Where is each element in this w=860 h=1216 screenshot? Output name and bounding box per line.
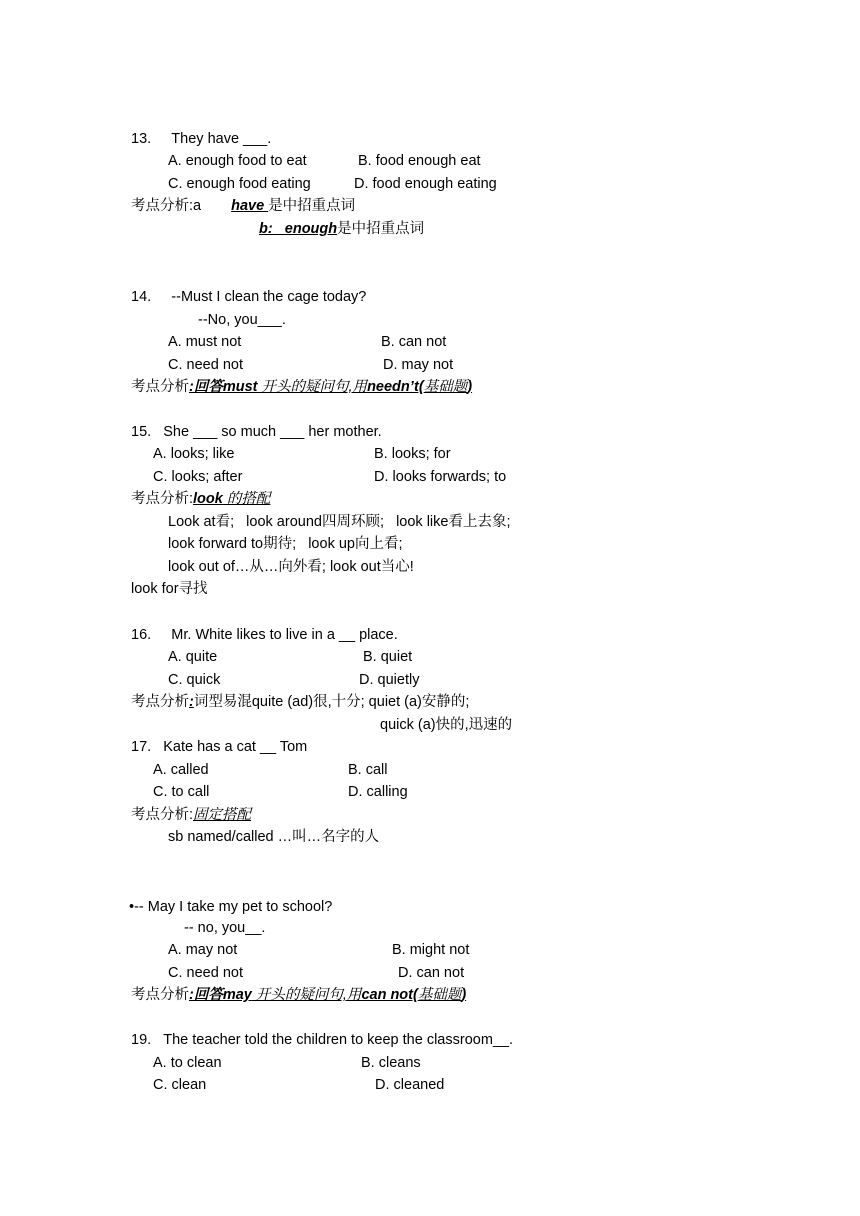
q13-option-d: D. food enough eating — [354, 176, 497, 192]
q17-option-d: D. calling — [348, 784, 408, 800]
q16-analysis — [131, 693, 469, 711]
analysis-keyword: b: enough — [259, 221, 338, 237]
analysis-text: 是中招重点词 — [268, 198, 356, 214]
q15-option-b: B. looks; for — [374, 446, 451, 462]
q16-option-b: B. quiet — [363, 649, 413, 665]
q14-option-d: D. may not — [383, 357, 454, 373]
analysis-label: 考点分析 — [131, 379, 189, 395]
q17-analysis — [131, 806, 251, 824]
q19-option-c: C. clean — [153, 1077, 207, 1093]
q19-option-b: B. cleans — [361, 1055, 421, 1071]
analysis-label: 考点分析:a — [131, 198, 202, 214]
analysis-text: look 的搭配 — [193, 491, 271, 507]
q15-analysis — [131, 490, 270, 508]
q16-option-a: A. quite — [168, 649, 218, 665]
q17-option-a: A. called — [153, 762, 209, 778]
q13-option-a: A. enough food to eat — [168, 153, 307, 169]
q17-stem: 17. Kate has a cat __ Tom — [131, 739, 308, 755]
q13-analysis — [131, 197, 355, 215]
analysis-text: :回答must 开头的疑问句,用needn’t(基础题) — [189, 379, 473, 395]
q15-stem: 15. She ___ so much ___ her mother. — [131, 424, 382, 440]
q13-analysis-b — [259, 220, 424, 238]
q18-option-c: C. need not — [168, 965, 243, 981]
analysis-label: 考点分析: — [131, 491, 194, 507]
q13-stem: 13. They have ___. — [131, 131, 272, 147]
q15-option-d: D. looks forwards; to — [374, 469, 507, 485]
q19-option-a: A. to clean — [153, 1055, 222, 1071]
q14-stem: 14. --Must I clean the cage today? — [131, 289, 367, 305]
q15-note-1: Look at看; look around四周环顾; look like看上去象; — [168, 514, 511, 530]
q15-note-2: look forward to期待; look up向上看; — [168, 536, 403, 552]
analysis-label: 考点分析 — [131, 694, 189, 710]
q17-option-b: B. call — [348, 762, 388, 778]
q18-option-d: D. can not — [398, 965, 465, 981]
q18-analysis — [131, 986, 466, 1004]
q13-option-c: C. enough food eating — [168, 176, 311, 192]
analysis-text: 固定搭配 — [193, 807, 252, 823]
q15-option-c: C. looks; after — [153, 469, 243, 485]
analysis-text: :回答may 开头的疑问句,用can not(基础题) — [189, 987, 467, 1003]
analysis-label: 考点分析: — [131, 807, 194, 823]
analysis-label: 考点分析 — [131, 987, 189, 1003]
analysis-text: 词型易混quite (ad)很,十分; quiet (a)安静的; — [193, 694, 470, 710]
q19-stem: 19. The teacher told the children to keep the classroom__. — [131, 1032, 514, 1048]
q14-option-b: B. can not — [381, 334, 447, 350]
q14-reply: --No, you___. — [198, 312, 286, 328]
q18-option-b: B. might not — [392, 942, 470, 958]
q15-note-4: look for寻找 — [131, 581, 208, 597]
q16-option-d: D. quietly — [359, 672, 420, 688]
q14-option-a: A. must not — [168, 334, 242, 350]
q18-option-a: A. may not — [168, 942, 238, 958]
q18-stem: •-- May I take my pet to school? — [129, 899, 333, 915]
q16-stem: 16. Mr. White likes to live in a __ place. — [131, 627, 398, 643]
q15-note-3: look out of…从…向外看; look out当心! — [168, 559, 414, 575]
q18-reply: -- no, you__. — [184, 920, 266, 936]
analysis-colon: : — [189, 694, 194, 710]
q17-option-c: C. to call — [153, 784, 210, 800]
q14-analysis — [131, 378, 472, 396]
q15-option-a: A. looks; like — [153, 446, 235, 462]
q16-analysis-2: quick (a)快的,迅速的 — [380, 717, 513, 733]
q16-option-c: C. quick — [168, 672, 221, 688]
bullet-icon: • — [129, 899, 135, 915]
analysis-text: 是中招重点词 — [337, 221, 425, 237]
q14-option-c: C. need not — [168, 357, 243, 373]
q13-option-b: B. food enough eat — [358, 153, 481, 169]
q17-note-1: sb named/called …叫…名字的人 — [168, 829, 380, 845]
analysis-keyword: have — [231, 198, 269, 214]
q19-option-d: D. cleaned — [375, 1077, 445, 1093]
